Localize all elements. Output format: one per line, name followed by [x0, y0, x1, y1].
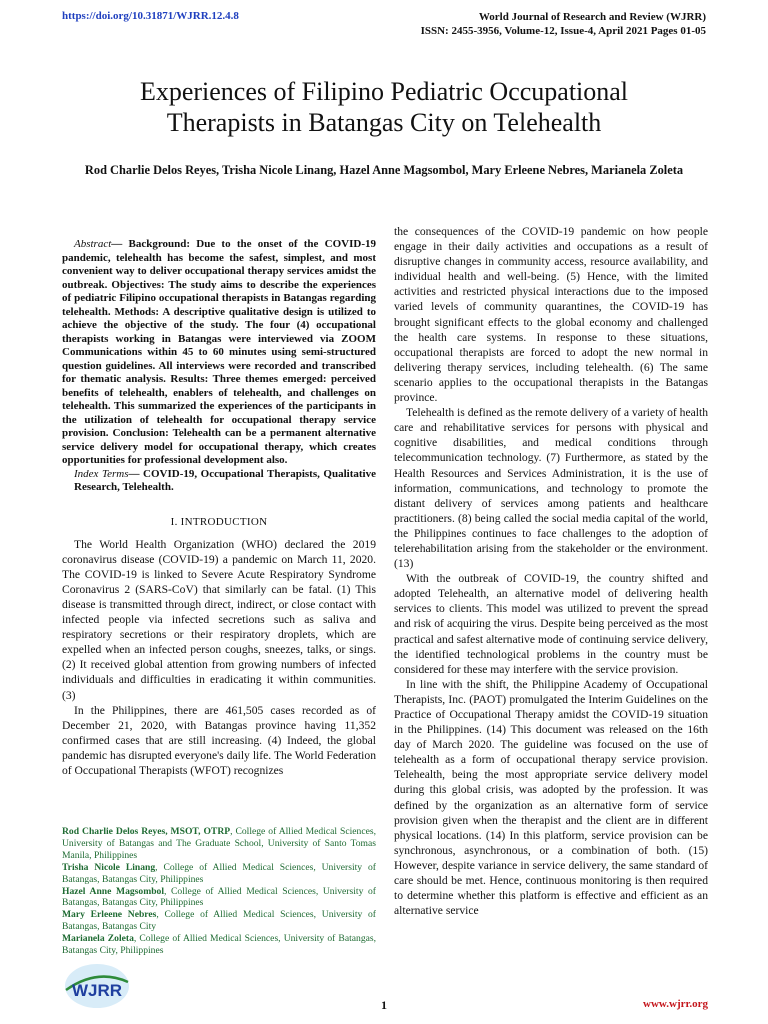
index-terms-body: — COVID-19, Occupational Therapists, Qualitative Research, Telehealth. [74, 467, 376, 493]
author-list: Rod Charlie Delos Reyes, Trisha Nicole Linang, Hazel Anne Magsombol, Mary Erleene Nebres, Marianela Zoleta [84, 163, 684, 177]
doi-link[interactable]: https://doi.org/10.31871/WJRR.12.4.8 [62, 10, 239, 22]
left-paragraph-1: The World Health Organization (WHO) declared the 2019 coronavirus disease (COVID-19) a pandemic on March 11, 2020. The COVID-19 is linked to Severe Acute Respiratory Syndrome Coronavirus 2 (SARS-CoV) that similarly can be fatal. (1) This disease is transmitted through direct, indirect, or close contact with infected people via infected secretions such as saliva and respiratory secretions or their respiratory droplets, which are expelled when an infected person coughs, sneezes, talks, or sings. (2) It received global attention from growing numbers of infected individuals and difficulties in eradicating it within communities. (3) [62, 537, 376, 702]
website-link[interactable]: www.wjrr.org [643, 998, 708, 1010]
affiliation-item [62, 862, 376, 886]
affiliation-detail: , College of Allied Medical Sciences, University of Batangas, Batangas City, Philippines [62, 861, 376, 885]
section-heading: I. INTRODUCTION [170, 515, 268, 528]
affiliation-item [62, 826, 376, 862]
journal-header [421, 10, 706, 38]
index-terms [62, 468, 376, 495]
logo-text: WJRR [71, 981, 123, 1000]
affiliation-detail: , College of Allied Medical Sciences, University of Batangas, Batangas City, Philippines [62, 885, 376, 909]
right-paragraph-1: the consequences of the COVID-19 pandemic on how people engage in their daily activities and occupations as a result of disruptive changes in community access, resource availability, and individual health and well-being. (5) Hence, with the limited activities and restricted physical interactions due to the imposed varied levels of community quarantines, the COVID-19 has brought significant effects to the global economy and challenged the health care systems. In response to these situations, occupational therapists are forced to adopt the new normal in delivering therapy services, including telehealth. (6) The same scenario applies to the occupational therapists in the Batangas province. [394, 225, 708, 405]
affiliation-name: Trisha Nicole Linang [62, 861, 156, 873]
affiliation-item [62, 909, 376, 933]
right-paragraph-3: With the outbreak of COVID-19, the country shifted and adopted Telehealth, an alternative model of delivering health services to clients. This model was utilized to prevent the spread and risk of acquiring the virus. Despite being perceived as the most practical and safest alternative mode of continuing service delivery, the identified technological problems in the country must be considered for these may interfere with the service provision. [394, 572, 708, 676]
affiliation-name: Hazel Anne Magsombol [62, 885, 164, 897]
left-column [62, 238, 376, 778]
journal-name: World Journal of Research and Review (WJRR) [478, 11, 706, 23]
left-paragraph-2: In the Philippines, there are 461,505 cases recorded as of December 21, 2020, with Batangas province having 11,352 confirmed cases that are still increasing. (4) Indeed, the global pandemic has disrupted everyone's daily life. The World Federation of Occupational Therapists (WFOT) recognizes [62, 703, 376, 777]
title-line-1: Experiences of Filipino Pediatric Occupational [139, 77, 629, 106]
right-column [394, 224, 708, 918]
affiliation-name: Mary Erleene Nebres [62, 909, 157, 921]
abstract [62, 238, 376, 468]
abstract-body: — Background: Due to the onset of the COVID-19 pandemic, telehealth has become the safest, simplest, and most convenient way to deliver occupational therapy services amidst the outbreak. Objectives: The study aims to describe the experiences of pediatric Filipino occupational therapists in Batangas regarding telehealth. Methods: A descriptive qualitative design is utilized to achieve the objective of the study. The four (4) occupational therapists working in Batangas were interviewed via ZOOM Communications within 45 to 60 minutes using semi-structured question guidelines. All interviews were recorded and transcribed for thematic analysis. Results: Three themes emerged: perceived benefits of telehealth, enablers of telehealth, and challenges on telehealth. This summarized the experiences of the participants in the utilization of telehealth for occupational therapy service provision. Conclusion: Telehealth can be a permanent alternative service delivery model for occupational therapy, which creates opportunities for professional development also. [62, 238, 376, 466]
right-paragraph-2: Telehealth is defined as the remote delivery of a variety of health care and rehabilitative services for persons with physical and cognitive disabilities, and medical conditions through telecommunication technology. (7) Furthermore, as stated by the Health Resources and Services Administration, it is the use of information, communications, and technology to promote the distant delivery of services among patients and healthcare practitioners. (8) being called the social media capital of the world, the Philippines continues to face challenges to the adoption of telerehabilitation arising from the stakeholder or the environment. (13) [394, 406, 708, 571]
issn-line: ISSN: 2455-3956, Volume-12, Issue-4, April 2021 Pages 01-05 [420, 25, 706, 37]
paper-title [60, 76, 708, 138]
affiliation-detail: , College of Allied Medical Sciences, University of Batangas, Batangas City, Philippines [62, 933, 377, 957]
affiliation-detail: , College of Allied Medical Sciences, University of Batangas, Batangas City [62, 909, 376, 933]
page-number: 1 [381, 998, 387, 1012]
index-terms-lead: Index Terms [74, 467, 129, 480]
affiliation-item [62, 933, 376, 957]
affiliation-item [62, 886, 376, 910]
affiliation-detail: , College of Allied Medical Sciences, University of Batangas and The Graduate School, University of Santo Tomas Manila, Philippines [62, 826, 376, 861]
title-line-2: Therapists in Batangas City on Telehealth [166, 108, 602, 137]
affiliation-name: Marianela Zoleta [62, 933, 134, 945]
author-affiliations [62, 826, 376, 957]
right-paragraph-4: In line with the shift, the Philippine Academy of Occupational Therapists, Inc. (PAOT) promulgated the Interim Guidelines on the Practice of Occupational Therapy amidst the COVID-19 situation in the Philippines. (14) This document was released on the 16th day of March 2020. The guideline was focused on the use of telehealth as a form of occupational therapy service provision. Telehealth, being the most appropriate service delivery model during this global crisis, was adopted by the profession. It was defined by the organization as an alternative form of service provision given when the therapist and the client are in different physical locations. (14) In this platform, service provision can be synchronous, asynchronous, or a combination of both. (15) However, despite variance in service delivery, the same standard of care should be met. Hence, continuous monitoring is then required to determine whether this platform is effective and efficient as an alternative service [394, 677, 708, 918]
affiliation-name: Rod Charlie Delos Reyes, MSOT, OTRP [62, 826, 231, 837]
abstract-lead: Abstract [74, 238, 112, 250]
